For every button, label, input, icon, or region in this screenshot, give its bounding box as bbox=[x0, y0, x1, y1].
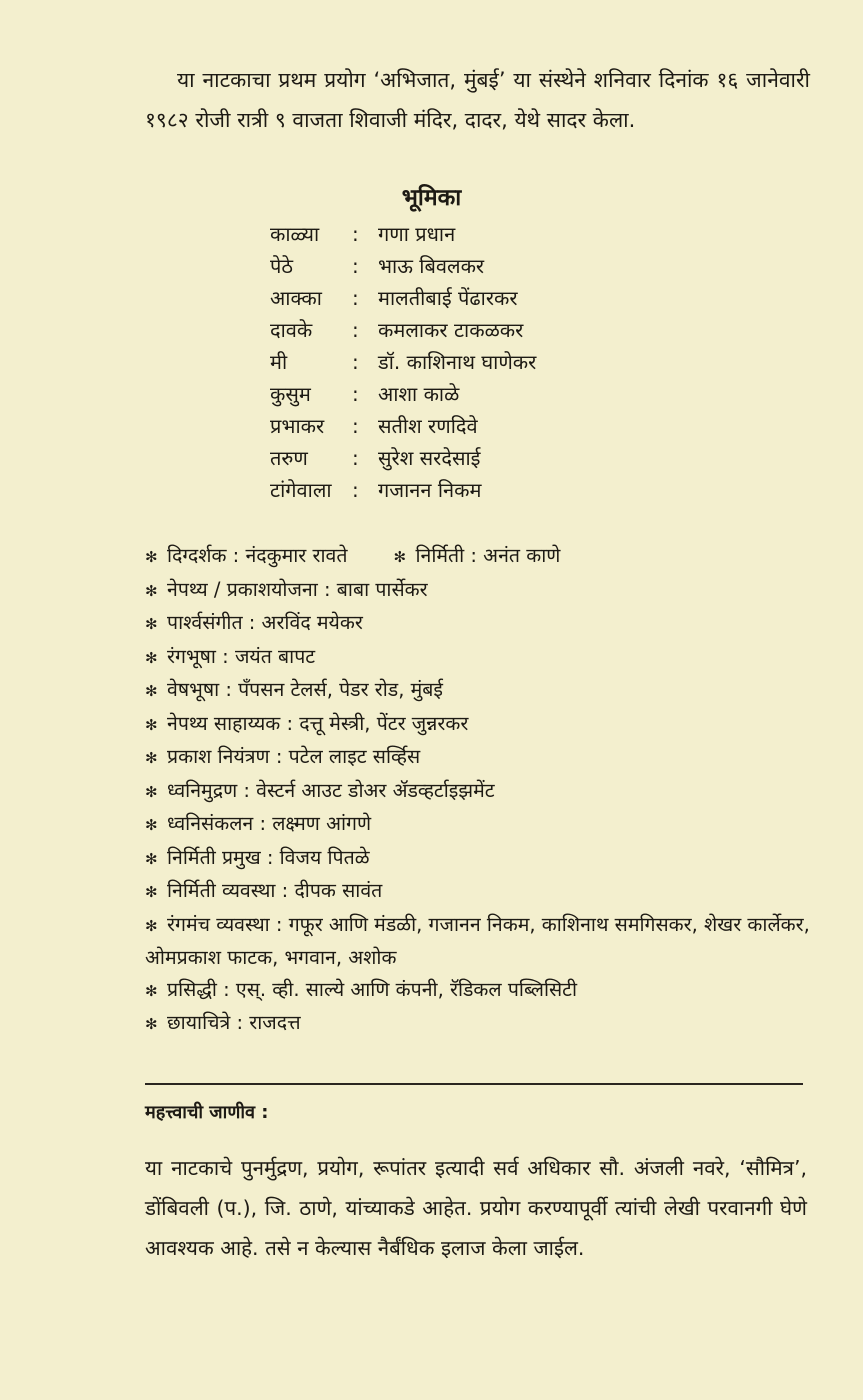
asterisk-icon: ✻ bbox=[145, 816, 158, 834]
crew-credit: निर्मिती प्रमुख : विजय पितळे bbox=[167, 845, 370, 869]
asterisk-icon: ✻ bbox=[145, 682, 158, 700]
crew-credit: निर्मिती व्यवस्था : दीपक सावंत bbox=[167, 879, 383, 902]
cast-actor: कमलाकर टाकळकर bbox=[378, 318, 524, 342]
crew-credit: प्रकाश नियंत्रण : पटेल लाइट सर्व्हिस bbox=[167, 745, 421, 768]
asterisk-icon: ✻ bbox=[393, 548, 407, 566]
crew-credit: छायाचित्रे : राजदत्त bbox=[167, 1011, 301, 1034]
divider bbox=[145, 1083, 803, 1085]
cast-role: काळ्या bbox=[270, 222, 320, 246]
asterisk-icon: ✻ bbox=[145, 581, 158, 600]
cast-row bbox=[270, 442, 536, 474]
asterisk-icon: ✻ bbox=[145, 715, 158, 734]
cast-actor: गजानन निकम bbox=[378, 478, 482, 502]
asterisk-icon: ✻ bbox=[145, 615, 158, 633]
cast-row bbox=[270, 218, 536, 250]
cast-role: कुसुम bbox=[270, 382, 311, 406]
asterisk-icon: ✻ bbox=[145, 548, 158, 566]
cast-row bbox=[270, 314, 536, 346]
crew-row bbox=[145, 574, 815, 608]
cast-separator: : bbox=[352, 382, 359, 406]
cast-heading: भूमिका bbox=[401, 185, 462, 211]
cast-separator: : bbox=[352, 286, 359, 310]
crew-row bbox=[145, 875, 815, 909]
cast-separator: : bbox=[352, 478, 359, 502]
director-credit: दिग्दर्शक : नंदकुमार रावते bbox=[167, 544, 348, 567]
cast-actor: सुरेश सरदेसाई bbox=[378, 446, 481, 470]
crew-row bbox=[145, 708, 815, 742]
cast-separator: : bbox=[352, 446, 359, 470]
first-performance-note bbox=[145, 60, 810, 140]
crew-row bbox=[145, 641, 815, 675]
cast-separator: : bbox=[352, 222, 359, 246]
cast-actor: डॉ. काशिनाथ घाणेकर bbox=[378, 350, 537, 374]
cast-role: मी bbox=[270, 350, 288, 374]
crew-row bbox=[145, 607, 815, 641]
crew-row bbox=[145, 842, 815, 876]
crew-credit: प्रसिद्धी : एस्. व्ही. साल्ये आणि कंपनी, रॅडिकल पब्लिसिटी bbox=[167, 977, 578, 1001]
cast-actor: भाऊ बिवलकर bbox=[378, 254, 485, 278]
crew-credit: रंगमंच व्यवस्था : गफूर आणि मंडळी, गजानन निकम, काशिनाथ समगिसकर, शेखर कार्लेकर, ओमप्रकाश फाटक, भगवान, अशोक bbox=[145, 912, 810, 969]
crew-row bbox=[145, 674, 815, 708]
cast-actor: गणा प्रधान bbox=[378, 222, 456, 246]
crew-row bbox=[145, 974, 815, 1008]
asterisk-icon: ✻ bbox=[145, 782, 158, 801]
crew-credit: ध्वनिसंकलन : लक्ष्मण आंगणे bbox=[167, 812, 372, 835]
asterisk-icon: ✻ bbox=[145, 883, 158, 901]
cast-row bbox=[270, 250, 536, 282]
cast-row bbox=[270, 410, 536, 442]
cast-list bbox=[270, 218, 536, 506]
cast-role: प्रभाकर bbox=[270, 414, 325, 438]
asterisk-icon: ✻ bbox=[145, 749, 158, 767]
first-performance-text: या नाटकाचा प्रथम प्रयोग ‘अभिजात, मुंबई’ या संस्थेने शनिवार दिनांक १६ जानेवारी १९८२ रोजी रात्री ९ वाजता शिवाजी मंदिर, दादर, येथे सादर केला. bbox=[145, 68, 810, 132]
cast-role: टांगेवाला bbox=[270, 478, 332, 502]
crew-row-director-producer bbox=[145, 540, 815, 574]
cast-role: तरुण bbox=[270, 446, 308, 470]
cast-separator: : bbox=[352, 254, 359, 278]
cast-separator: : bbox=[352, 414, 359, 438]
crew-credit: वेषभूषा : पँपसन टेलर्स, पेडर रोड, मुंबई bbox=[167, 678, 444, 701]
cast-row bbox=[270, 378, 536, 410]
cast-role: पेठे bbox=[270, 254, 293, 278]
asterisk-icon: ✻ bbox=[145, 981, 158, 1000]
crew-credit: ध्वनिमुद्रण : वेस्टर्न आउट डोअर ॲडव्हर्टाइझमेंट bbox=[167, 778, 495, 802]
crew-credit: रंगभूषा : जयंत बापट bbox=[167, 644, 316, 668]
cast-role: दावके bbox=[270, 318, 313, 342]
asterisk-icon: ✻ bbox=[145, 1015, 158, 1033]
asterisk-icon: ✻ bbox=[145, 849, 158, 868]
cast-actor: आशा काळे bbox=[378, 382, 460, 406]
asterisk-icon: ✻ bbox=[145, 916, 158, 935]
producer-credit: निर्मिती : अनंत काणे bbox=[415, 544, 561, 567]
crew-credit: नेपथ्य / प्रकाशयोजना : बाबा पार्सेकर bbox=[167, 577, 428, 601]
crew-row bbox=[145, 909, 815, 974]
cast-separator: : bbox=[352, 350, 359, 374]
notice-title: महत्त्वाची जाणीव : bbox=[145, 1102, 269, 1123]
crew-row bbox=[145, 808, 815, 842]
cast-separator: : bbox=[352, 318, 359, 342]
copyright-notice bbox=[145, 1148, 807, 1268]
cast-actor: सतीश रणदिवे bbox=[378, 414, 478, 438]
crew-row bbox=[145, 1007, 815, 1041]
asterisk-icon: ✻ bbox=[145, 648, 158, 667]
crew-credits bbox=[145, 540, 815, 1041]
cast-row bbox=[270, 282, 536, 314]
crew-row bbox=[145, 741, 815, 775]
crew-credit: नेपथ्य साहाय्यक : दत्तू मेस्त्री, पेंटर जुन्नरकर bbox=[167, 711, 469, 735]
cast-row bbox=[270, 474, 536, 506]
cast-actor: मालतीबाई पेंढारकर bbox=[378, 286, 518, 310]
cast-row bbox=[270, 346, 536, 378]
crew-row bbox=[145, 775, 815, 809]
crew-credit: पार्श्वसंगीत : अरविंद मयेकर bbox=[167, 611, 363, 634]
copyright-notice-text: या नाटकाचे पुनर्मुद्रण, प्रयोग, रूपांतर इत्यादी सर्व अधिकार सौ. अंजली नवरे, ‘सौमित्र’, डोंबिवली (प.), जि. ठाणे, यांच्याकडे आहेत. प्रयोग करण्यापूर्वी त्यांची लेखी परवानगी घेणे आवश्यक आहे. तसे न केल्यास नैर्बंधिक इलाज केला जाईल. bbox=[145, 1156, 807, 1260]
cast-role: आक्का bbox=[270, 286, 322, 310]
